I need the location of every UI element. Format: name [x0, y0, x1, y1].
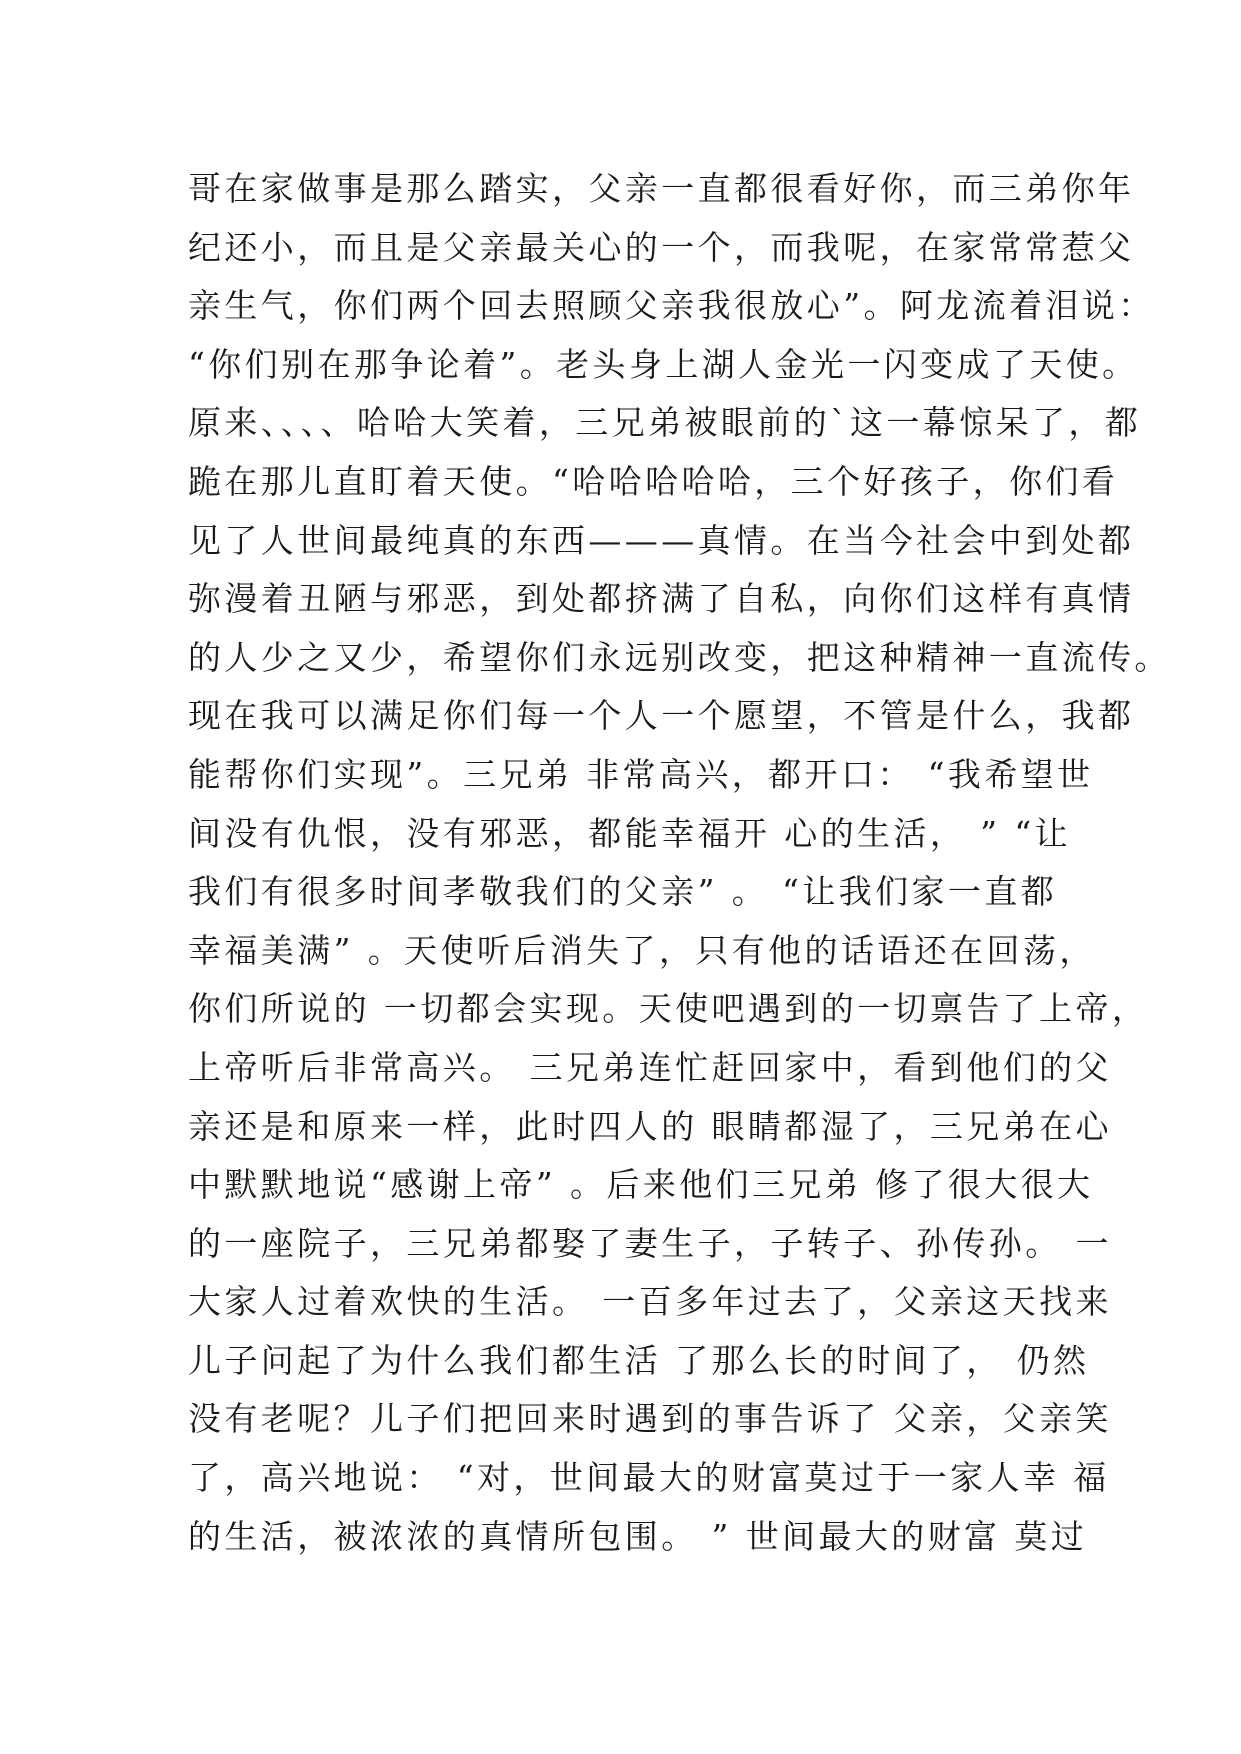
text-line: 弥漫着丑陋与邪恶，到处都挤满了自私，向你们这样有真情: [188, 579, 1135, 619]
text-line: 见了人世间最纯真的东西———真情。在当今社会中到处都: [188, 520, 1135, 560]
text-line: 你们所说的 一切都会实现。天使吧遇到的一切禀告了上帝，: [188, 989, 1149, 1029]
text-line: 大家人过着欢快的生活。 一百多年过去了，父亲这天找来: [188, 1282, 1112, 1322]
text-line: 哥在家做事是那么踏实，父亲一直都很看好你，而三弟你年: [188, 169, 1135, 208]
text-line: 没有老呢？儿子们把回来时遇到的事告诉了 父亲，父亲笑: [188, 1399, 1112, 1439]
text-line: 上帝听后非常高兴。 三兄弟连忙赶回家中，看到他们的父: [188, 1047, 1112, 1087]
text-line: 我们有很多时间孝敬我们的父亲” 。 “让我们家一直都: [188, 872, 1058, 912]
text-line: 中默默地说“感谢上帝” 。后来他们三兄弟 修了很大很大: [188, 1165, 1094, 1205]
text-line: 亲生气，你们两个回去照顾父亲我很放心”。阿龙流着泪说：: [188, 286, 1155, 326]
text-line: 亲还是和原来一样，此时四人的 眼睛都湿了，三兄弟在心: [188, 1106, 1112, 1146]
text-line: 间没有仇恨，没有邪恶，都能幸福开 心的生活， ” “让: [188, 813, 1072, 853]
body-text: [188, 160, 1171, 1566]
text-line: 纪还小，而且是父亲最关心的一个，而我呢，在家常常惹父: [188, 227, 1135, 267]
text-line: 的人少之又少，希望你们永远别改变，把这种精神一直流传。: [188, 637, 1171, 677]
text-line: 原来、、、、哈哈大笑着，三兄弟被眼前的`这一幕惊呆了，都: [188, 403, 1142, 443]
text-line: 儿子问起了为什么我们都生活 了那么长的时间了， 仍然: [188, 1340, 1090, 1380]
text-line: 的一座院子，三兄弟都娶了妻生子，子转子、孙传孙。 一: [188, 1223, 1112, 1263]
text-line: 的生活，被浓浓的真情所包围。 ” 世间最大的财富 莫过: [188, 1516, 1088, 1556]
text-line: 现在我可以满足你们每一个人一个愿望，不管是什么，我都: [188, 696, 1135, 736]
text-line: “你们别在那争论着”。老头身上湖人金光一闪变成了天使。: [188, 344, 1139, 384]
text-line: 跪在那儿直盯着天使。“哈哈哈哈哈，三个好孩子，你们看: [188, 461, 1119, 501]
text-line: 幸福美满” 。天使听后消失了，只有他的话语还在回荡，: [188, 930, 1096, 970]
text-line: 能帮你们实现”。三兄弟 非常高兴，都开口： “我希望世: [188, 754, 1094, 794]
text-line: 了，高兴地说： “对，世间最大的财富莫过于一家人幸 福: [188, 1458, 1110, 1498]
